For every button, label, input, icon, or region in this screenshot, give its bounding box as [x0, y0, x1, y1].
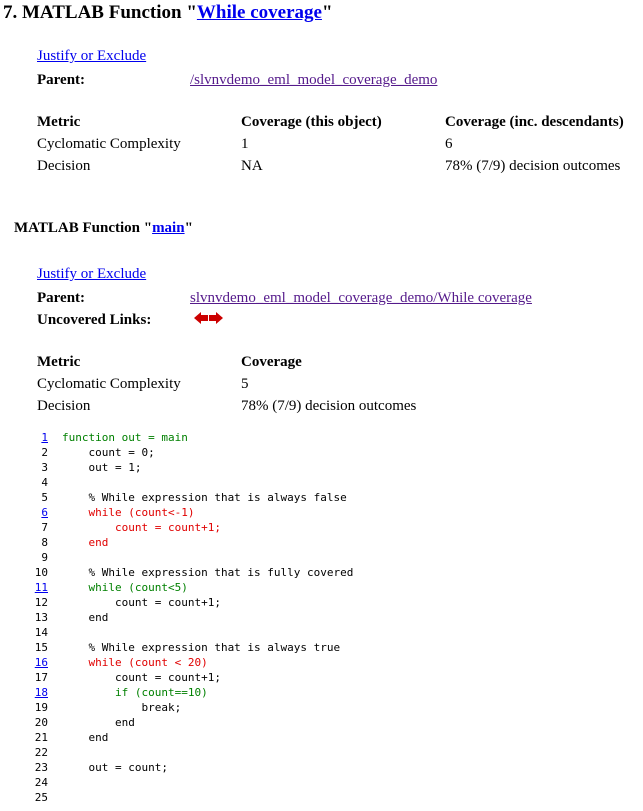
- subsection-heading: [14, 217, 193, 239]
- section-heading-suffix: ": [321, 2, 333, 23]
- code-text: end: [62, 716, 135, 729]
- coverage-desc-cell: 6: [445, 136, 453, 152]
- line-number: 17: [34, 671, 48, 684]
- line-number-link[interactable]: 16: [34, 656, 48, 669]
- justify-or-exclude-link[interactable]: Justify or Exclude: [37, 266, 147, 282]
- code-text: % While expression that is always true: [62, 641, 341, 654]
- code-text: count = count+1;: [62, 596, 221, 609]
- uncovered-links-nav: [194, 311, 223, 329]
- line-number: 19: [34, 701, 48, 714]
- line-number: 9: [41, 551, 48, 564]
- code-text: count = count+1;: [62, 671, 221, 684]
- code-text: count = count+1;: [62, 521, 221, 534]
- subsection-heading-prefix: MATLAB Function ": [14, 220, 153, 236]
- line-number: 23: [34, 761, 48, 774]
- section-heading: [3, 0, 333, 26]
- code-text: out = count;: [62, 761, 168, 774]
- parent-label: Parent:: [37, 290, 86, 306]
- line-number: 21: [34, 731, 48, 744]
- line-number: 7: [41, 521, 48, 534]
- metric-header: Metric: [37, 114, 81, 130]
- line-number: 10: [34, 566, 48, 579]
- next-uncovered-arrow-icon[interactable]: [209, 311, 223, 329]
- code-text: if (count==10): [62, 686, 208, 699]
- code-text: count = 0;: [62, 446, 155, 459]
- subsection-heading-suffix: ": [184, 220, 193, 236]
- code-text: while (count < 20): [62, 656, 208, 669]
- line-number-link[interactable]: 11: [34, 581, 48, 594]
- code-text: function out = main: [62, 431, 188, 444]
- line-number: 20: [34, 716, 48, 729]
- main-heading-link[interactable]: main: [152, 220, 185, 236]
- previous-uncovered-arrow-icon[interactable]: [194, 311, 208, 329]
- line-number: 3: [41, 461, 48, 474]
- coverage-this-cell: NA: [241, 158, 263, 174]
- coverage-this-header: Coverage (this object): [241, 114, 382, 130]
- section-heading-prefix: 7. MATLAB Function ": [3, 2, 197, 23]
- line-number: 15: [34, 641, 48, 654]
- line-number-link[interactable]: 6: [41, 506, 48, 519]
- line-number-link[interactable]: 18: [34, 686, 48, 699]
- metric-cell: Cyclomatic Complexity: [37, 136, 181, 152]
- coverage-desc-cell: 78% (7/9) decision outcomes: [445, 158, 621, 174]
- line-number: 24: [34, 776, 48, 789]
- parent-link[interactable]: /slvnvdemo_eml_model_coverage_demo: [190, 72, 438, 88]
- code-text: out = 1;: [62, 461, 142, 474]
- coverage-header: Coverage: [241, 354, 302, 370]
- code-text: end: [62, 731, 109, 744]
- code-text: % While expression that is fully covered: [62, 566, 354, 579]
- parent-link[interactable]: slvnvdemo_eml_model_coverage_demo/While coverage: [190, 290, 532, 306]
- line-number: 14: [34, 626, 48, 639]
- metric-cell: Cyclomatic Complexity: [37, 376, 181, 392]
- line-number: 25: [34, 791, 48, 804]
- code-text: % While expression that is always false: [62, 491, 347, 504]
- code-text: while (count<5): [62, 581, 188, 594]
- code-text: while (count<-1): [62, 506, 195, 519]
- line-number-link[interactable]: 1: [41, 431, 48, 444]
- metric-cell: Decision: [37, 398, 91, 414]
- line-number: 8: [41, 536, 48, 549]
- parent-label: Parent:: [37, 72, 86, 88]
- line-number: 22: [34, 746, 48, 759]
- line-number: 2: [41, 446, 48, 459]
- code-text: break;: [62, 701, 182, 714]
- coverage-cell: 5: [241, 376, 249, 392]
- uncovered-links-label: Uncovered Links:: [37, 312, 152, 328]
- metric-header: Metric: [37, 354, 81, 370]
- line-number: 5: [41, 491, 48, 504]
- coverage-this-cell: 1: [241, 136, 249, 152]
- metric-cell: Decision: [37, 158, 91, 174]
- coverage-desc-header: Coverage (inc. descendants): [445, 114, 624, 130]
- while-coverage-heading-link[interactable]: While coverage: [196, 2, 322, 23]
- justify-or-exclude-link[interactable]: Justify or Exclude: [37, 48, 147, 64]
- code-text: end: [62, 536, 109, 549]
- line-number: 4: [41, 476, 48, 489]
- coverage-cell: 78% (7/9) decision outcomes: [241, 398, 417, 414]
- line-number: 12: [34, 596, 48, 609]
- code-text: end: [62, 611, 109, 624]
- line-number: 13: [34, 611, 48, 624]
